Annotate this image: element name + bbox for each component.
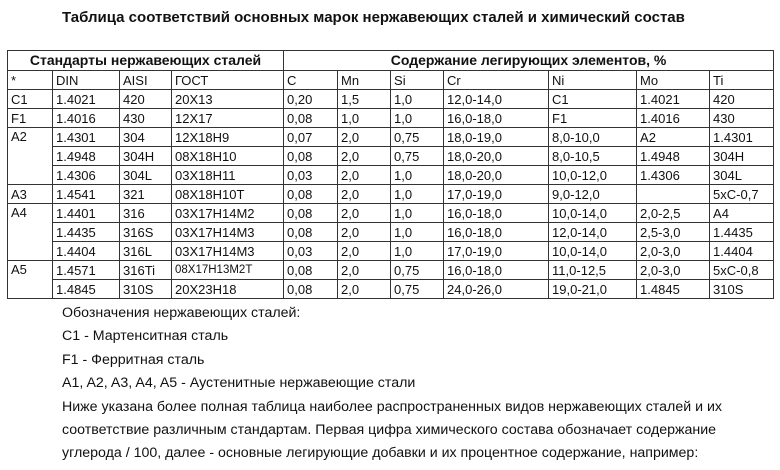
col-header-din: DIN xyxy=(53,71,120,90)
table-cell: 0,08 xyxy=(284,261,338,280)
table-cell: 1.4541 xyxy=(53,185,120,204)
table-cell: 1,0 xyxy=(338,109,391,128)
elements-group-header: Содержание легирующих элементов, % xyxy=(284,51,774,71)
table-cell: 20X23H18 xyxy=(172,280,284,299)
paragraph-line: соответствие различным стандартам. Первая цифра химического состава обозначает содержание xyxy=(62,422,717,439)
table-cell: 8,0-10,0 xyxy=(549,128,637,147)
col-header-cr: Cr xyxy=(444,71,549,90)
table-cell: 0,75 xyxy=(391,261,444,280)
table-cell: 0,08 xyxy=(284,204,338,223)
table-row xyxy=(8,261,774,280)
table-cell: 03X17H14M2 xyxy=(172,204,284,223)
table-cell: 321 xyxy=(120,185,172,204)
table-cell: F1 xyxy=(549,109,637,128)
table-cell: 430 xyxy=(710,109,774,128)
table-cell: 5xC-0,8 xyxy=(710,261,774,280)
table-cell: 1.4404 xyxy=(710,242,774,261)
table-cell: 2,0 xyxy=(338,280,391,299)
table-cell: 304 xyxy=(120,128,172,147)
col-header-si: Si xyxy=(391,71,444,90)
table-cell: 430 xyxy=(120,109,172,128)
col-header-ni: Ni xyxy=(549,71,637,90)
table-cell: 1.4021 xyxy=(53,90,120,109)
col-header-aisi: AISI xyxy=(120,71,172,90)
table-row xyxy=(8,166,774,185)
table-cell: 2,0 xyxy=(338,223,391,242)
table-cell: 1.4948 xyxy=(637,147,710,166)
table-cell xyxy=(637,185,710,204)
table-cell: 18,0-20,0 xyxy=(444,166,549,185)
table-cell: 16,0-18,0 xyxy=(444,109,549,128)
table-cell: A4 xyxy=(8,204,53,261)
table-cell: 2,0-3,0 xyxy=(637,261,710,280)
table-cell: 0,08 xyxy=(284,223,338,242)
table-cell: 1,5 xyxy=(338,90,391,109)
table-cell: 10,0-14,0 xyxy=(549,242,637,261)
table-cell: 420 xyxy=(710,90,774,109)
table-cell: 03X17H14M3 xyxy=(172,242,284,261)
table-cell: 1,0 xyxy=(391,223,444,242)
table-cell: 310S xyxy=(120,280,172,299)
table-cell: A5 xyxy=(8,261,53,299)
col-header-grade: * xyxy=(8,71,53,90)
table-cell: 1,0 xyxy=(391,109,444,128)
table-cell: 2,0 xyxy=(338,128,391,147)
table-cell: 2,0 xyxy=(338,147,391,166)
table-cell: 17,0-19,0 xyxy=(444,185,549,204)
table-row xyxy=(8,242,774,261)
table-cell: A2 xyxy=(8,128,53,185)
table-cell: 2,0-2,5 xyxy=(637,204,710,223)
table-cell: 316L xyxy=(120,242,172,261)
table-cell: 304H xyxy=(120,147,172,166)
table-row xyxy=(8,204,774,223)
table-cell: 24,0-26,0 xyxy=(444,280,549,299)
column-header-row xyxy=(8,71,774,90)
table-cell: 10,0-14,0 xyxy=(549,204,637,223)
paragraph-line: Ниже указана более полная таблица наиболее распространенных видов нержавеющих сталей и их xyxy=(62,398,722,415)
table-row xyxy=(8,90,774,109)
table-cell: 1.4435 xyxy=(53,223,120,242)
table-row xyxy=(8,128,774,147)
notes-heading: Обозначения нержавеющих сталей: xyxy=(62,305,301,321)
table-cell: 316Ti xyxy=(120,261,172,280)
table-cell: 0,08 xyxy=(284,109,338,128)
table-cell: 08X18H10T xyxy=(172,185,284,204)
table-cell: 1.4016 xyxy=(53,109,120,128)
table-row xyxy=(8,185,774,204)
table-cell: 10,0-12,0 xyxy=(549,166,637,185)
table-cell: 11,0-12,5 xyxy=(549,261,637,280)
table-cell: 0,75 xyxy=(391,280,444,299)
table-cell: 19,0-21,0 xyxy=(549,280,637,299)
table-cell: 0,75 xyxy=(391,147,444,166)
table-cell: 1.4301 xyxy=(710,128,774,147)
table-cell: 2,5-3,0 xyxy=(637,223,710,242)
table-cell: 03X18H11 xyxy=(172,166,284,185)
table-cell: 420 xyxy=(120,90,172,109)
table-cell: 2,0 xyxy=(338,166,391,185)
table-cell: 16,0-18,0 xyxy=(444,223,549,242)
table-cell: 316 xyxy=(120,204,172,223)
table-cell: 5xC-0,7 xyxy=(710,185,774,204)
col-header-gost: ГОСТ xyxy=(172,71,284,90)
table-cell: 0,08 xyxy=(284,185,338,204)
table-cell: 8,0-10,5 xyxy=(549,147,637,166)
table-cell: 0,08 xyxy=(284,147,338,166)
table-cell: 1.4571 xyxy=(53,261,120,280)
col-header-c: C xyxy=(284,71,338,90)
page-title: Таблица соответствий основных марок нержавеющих сталей и химический состав xyxy=(62,9,685,26)
table-cell: 1.4948 xyxy=(53,147,120,166)
table-cell: 1.4435 xyxy=(710,223,774,242)
table-cell: 16,0-18,0 xyxy=(444,261,549,280)
table-cell: 20X13 xyxy=(172,90,284,109)
group-header-row xyxy=(8,51,774,71)
table-cell: 12,0-14,0 xyxy=(444,90,549,109)
col-header-mn: Mn xyxy=(338,71,391,90)
table-cell: C1 xyxy=(8,90,53,109)
table-cell: 2,0 xyxy=(338,204,391,223)
table-cell: 12,0-14,0 xyxy=(549,223,637,242)
notes-section xyxy=(62,302,722,466)
table-cell: 2,0-3,0 xyxy=(637,242,710,261)
table-cell: 1.4306 xyxy=(53,166,120,185)
table-cell: 2,0 xyxy=(338,261,391,280)
table-cell: 1,0 xyxy=(391,166,444,185)
table-cell: 1.4845 xyxy=(53,280,120,299)
table-row xyxy=(8,147,774,166)
table-cell: 0,03 xyxy=(284,242,338,261)
table-cell: A2 xyxy=(637,128,710,147)
table-cell: 12X17 xyxy=(172,109,284,128)
table-row xyxy=(8,109,774,128)
table-cell: 1.4021 xyxy=(637,90,710,109)
table-cell: A4 xyxy=(710,204,774,223)
table-cell: 08X18H10 xyxy=(172,147,284,166)
table-cell: 316S xyxy=(120,223,172,242)
paragraph-line: углерода / 100, далее - основные легирующие добавки и их процентное содержание, например: xyxy=(62,445,699,462)
table-cell: 1.4404 xyxy=(53,242,120,261)
table-cell: 2,0 xyxy=(338,242,391,261)
table-cell: 12X18H9 xyxy=(172,128,284,147)
table-cell: 2,0 xyxy=(338,185,391,204)
table-row xyxy=(8,280,774,299)
table-cell: 304L xyxy=(710,166,774,185)
table-cell: 1.4301 xyxy=(53,128,120,147)
col-header-mo: Mo xyxy=(637,71,710,90)
table-cell: 304L xyxy=(120,166,172,185)
table-cell: 310S xyxy=(710,280,774,299)
table-cell: 0,03 xyxy=(284,166,338,185)
table-cell: 1.4401 xyxy=(53,204,120,223)
note-ferritic: F1 - Ферритная сталь xyxy=(62,351,205,368)
table-cell: 1,0 xyxy=(391,242,444,261)
steel-grades-table xyxy=(7,50,774,299)
table-cell: F1 xyxy=(8,109,53,128)
table-cell: 17,0-19,0 xyxy=(444,242,549,261)
table-cell: 0,20 xyxy=(284,90,338,109)
table-cell: 9,0-12,0 xyxy=(549,185,637,204)
table-cell: 1,0 xyxy=(391,204,444,223)
table-cell: 1.4016 xyxy=(637,109,710,128)
table-cell: 1.4845 xyxy=(637,280,710,299)
table-row xyxy=(8,223,774,242)
table-cell: C1 xyxy=(549,90,637,109)
table-cell: 18,0-20,0 xyxy=(444,147,549,166)
table-cell: 1,0 xyxy=(391,90,444,109)
table-cell: 0,75 xyxy=(391,128,444,147)
standards-group-header: Стандарты нержавеющих сталей xyxy=(8,51,284,71)
table-cell: 03X17H14M3 xyxy=(172,223,284,242)
note-austenitic: A1, A2, A3, A4, A5 - Аустенитные нержавеющие стали xyxy=(62,375,416,392)
table-cell: A3 xyxy=(8,185,53,204)
note-martensitic: C1 - Мартенситная сталь xyxy=(62,328,229,345)
table-cell: 1,0 xyxy=(391,185,444,204)
table-cell: 18,0-19,0 xyxy=(444,128,549,147)
table-cell: 1.4306 xyxy=(637,166,710,185)
table-cell: 304H xyxy=(710,147,774,166)
table-cell: 16,0-18,0 xyxy=(444,204,549,223)
col-header-ti: Ti xyxy=(710,71,774,90)
table-cell: 0,07 xyxy=(284,128,338,147)
table-cell: 08X17H13M2T xyxy=(172,261,284,280)
table-cell: 0,08 xyxy=(284,280,338,299)
